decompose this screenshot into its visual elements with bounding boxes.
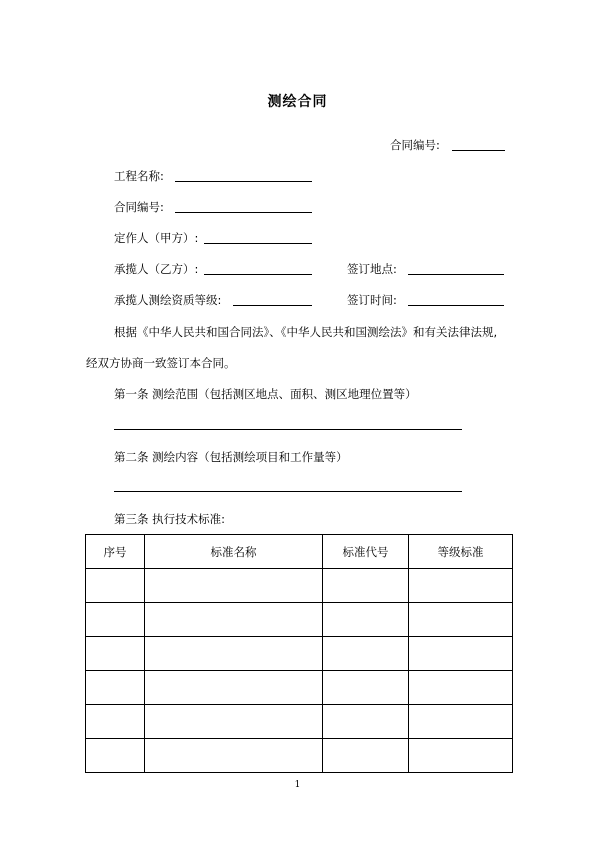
- table-cell[interactable]: [145, 671, 323, 705]
- sign-time-blank[interactable]: [408, 305, 504, 306]
- table-cell[interactable]: [145, 739, 323, 773]
- table-cell[interactable]: [86, 705, 145, 739]
- table-row: [86, 739, 513, 773]
- qualification-label: 承揽人测绘资质等级:: [114, 293, 222, 307]
- party-b-label: 承揽人（乙方）:: [114, 262, 199, 276]
- table-cell[interactable]: [323, 569, 409, 603]
- table-cell[interactable]: [145, 705, 323, 739]
- party-a-label: 定作人（甲方）:: [114, 231, 199, 245]
- table-cell[interactable]: [86, 739, 145, 773]
- article-1-heading: 第一条 测绘范围（包括测区地点、面积、测区地理位置等）: [114, 387, 417, 401]
- table-row: [86, 569, 513, 603]
- table-cell[interactable]: [409, 569, 513, 603]
- table-cell[interactable]: [323, 637, 409, 671]
- table-cell[interactable]: [323, 739, 409, 773]
- table-row: [86, 705, 513, 739]
- standards-table: [85, 534, 513, 773]
- page-number: 1: [294, 780, 301, 790]
- qualification-blank[interactable]: [233, 305, 312, 306]
- table-cell[interactable]: [409, 603, 513, 637]
- header-standard-code: 标准代号: [323, 535, 409, 569]
- table-cell[interactable]: [86, 637, 145, 671]
- table-cell[interactable]: [145, 569, 323, 603]
- table-cell[interactable]: [409, 739, 513, 773]
- header-serial-no: 序号: [86, 535, 145, 569]
- article-2-blank[interactable]: [114, 491, 462, 492]
- project-name-blank[interactable]: [175, 181, 312, 182]
- preamble-line-2: 经双方协商一致签订本合同。: [86, 356, 236, 370]
- table-cell[interactable]: [145, 637, 323, 671]
- header-standard-name: 标准名称: [145, 535, 323, 569]
- contract-no-top-label: 合同编号:: [390, 138, 440, 152]
- contract-no-blank[interactable]: [175, 212, 312, 213]
- document-title: 测绘合同: [267, 94, 328, 110]
- sign-time-label: 签订时间:: [347, 293, 397, 307]
- table-row: [86, 671, 513, 705]
- article-2-heading: 第二条 测绘内容（包括测绘项目和工作量等）: [114, 450, 348, 464]
- table-cell[interactable]: [145, 603, 323, 637]
- article-3-heading: 第三条 执行技术标准:: [114, 512, 226, 526]
- party-a-blank[interactable]: [204, 243, 312, 244]
- project-name-label: 工程名称:: [114, 169, 164, 183]
- preamble-line-1: 根据《中华人民共和国合同法》、《中华人民共和国测绘法》和有关法律法规,: [114, 325, 498, 339]
- table-cell[interactable]: [323, 671, 409, 705]
- party-b-blank[interactable]: [204, 274, 312, 275]
- table-cell[interactable]: [86, 603, 145, 637]
- table-row: [86, 603, 513, 637]
- contract-no-label: 合同编号:: [114, 200, 164, 214]
- table-cell[interactable]: [86, 569, 145, 603]
- table-row: [86, 637, 513, 671]
- contract-no-top-blank[interactable]: [452, 150, 505, 151]
- article-1-blank[interactable]: [114, 429, 462, 430]
- sign-place-blank[interactable]: [408, 274, 504, 275]
- table-cell[interactable]: [409, 637, 513, 671]
- header-grade-standard: 等级标准: [409, 535, 513, 569]
- table-header-row: [86, 535, 513, 569]
- table-cell[interactable]: [409, 705, 513, 739]
- table-cell[interactable]: [409, 671, 513, 705]
- table-cell[interactable]: [86, 671, 145, 705]
- table-cell[interactable]: [323, 705, 409, 739]
- table-cell[interactable]: [323, 603, 409, 637]
- sign-place-label: 签订地点:: [347, 262, 397, 276]
